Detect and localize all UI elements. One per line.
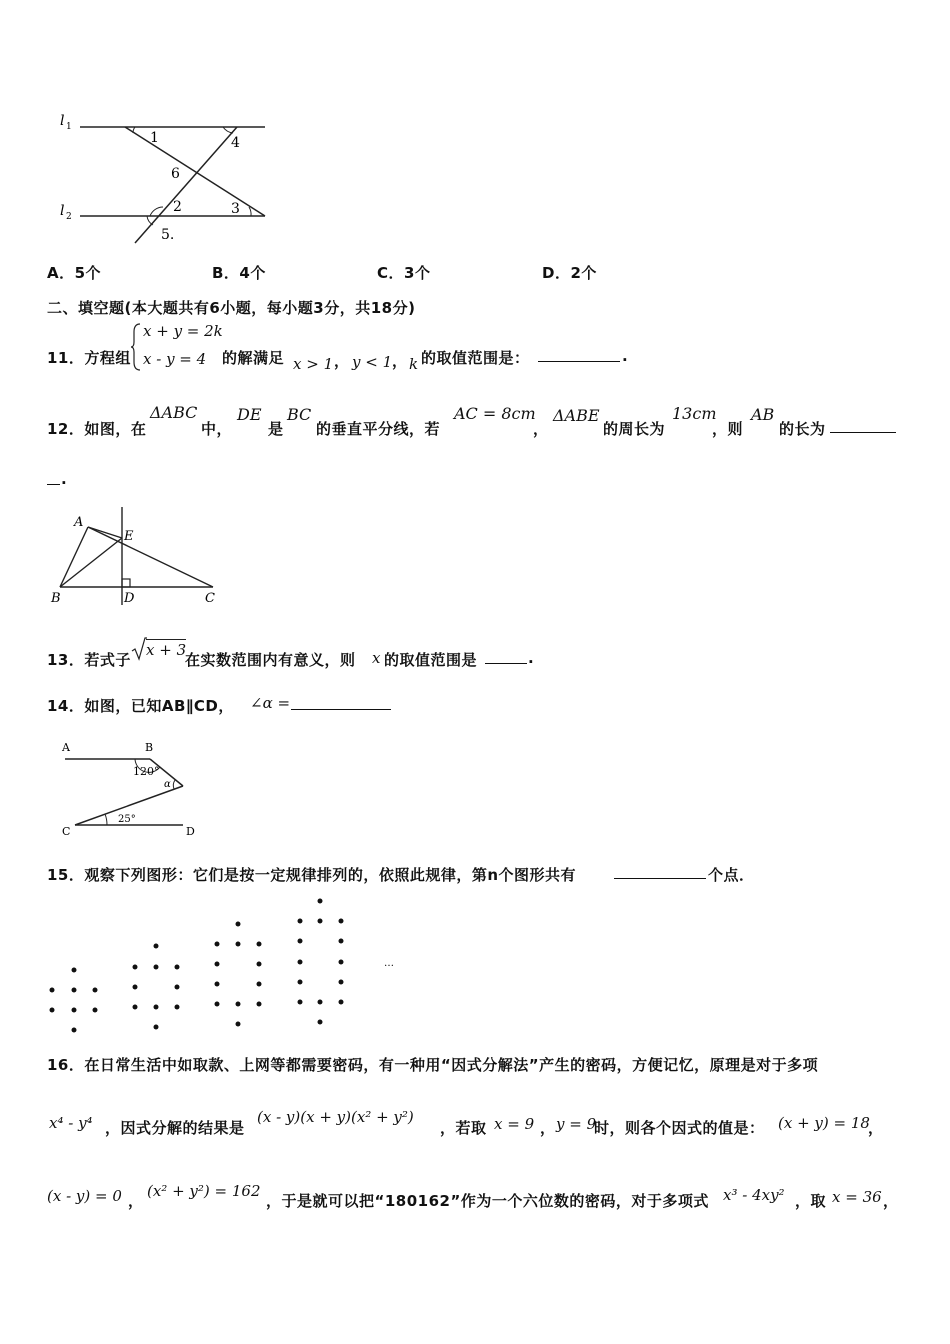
section-title: 二、填空题(本大题共有6小题，每小题3分，共18分): [47, 299, 416, 317]
segment-be: [60, 538, 122, 587]
q11-brace: [130, 322, 142, 372]
q11-answer-blank[interactable]: [538, 347, 620, 362]
q14-answer-blank[interactable]: [291, 695, 391, 710]
q12-de: DE: [237, 405, 262, 424]
angle-label-6: 6: [171, 166, 180, 182]
q12-ab: AB: [751, 405, 775, 424]
q16-t6: ，: [128, 1192, 144, 1210]
q14-number: 14．如图，已知AB∥CD，: [47, 697, 234, 715]
label-c: C: [62, 825, 71, 837]
label-l1-sub: 1: [66, 122, 72, 132]
option-a: A．5个: [47, 264, 102, 282]
q11-eq2: x - y = 4: [143, 350, 207, 368]
q12-triangle: ΔABC: [150, 403, 198, 422]
angle-arc-3: [249, 207, 251, 216]
q13-t2: 的取值范围是: [384, 651, 478, 669]
q11-end: .: [622, 347, 629, 365]
q16-t2: ，若取: [440, 1119, 487, 1137]
q12-end: .: [61, 470, 68, 488]
q12-answer-blank[interactable]: [830, 418, 896, 433]
q16-t1: ，因式分解的结果是: [105, 1119, 245, 1137]
q12-t6: ，则: [712, 420, 744, 438]
q16-yval: y = 9: [556, 1115, 597, 1133]
label-b: B: [51, 591, 61, 606]
label-l2-sub: 2: [66, 212, 72, 222]
q12-number: 12．如图，在: [47, 420, 147, 438]
q16-t7: ，于是就可以把“180162”作为一个六位数的密码，对于多项式: [266, 1192, 709, 1210]
q16-t8: ，取: [795, 1192, 827, 1210]
label-l2: l: [60, 203, 65, 219]
q16-t4: 时，则各个因式的值是：: [594, 1119, 765, 1137]
angle-label-120: 120°: [133, 765, 160, 778]
q12-t3: 的垂直平分线，若: [316, 420, 441, 438]
angle-arc-alpha: [173, 780, 175, 789]
q14-angle: ∠α =: [250, 694, 291, 712]
q16-poly: x⁴ - y⁴: [49, 1114, 93, 1132]
q11-eq1: x + y = 2k: [143, 322, 223, 340]
q15-text: 15．观察下列图形：它们是按一定规律排列的，依照此规律，第n个图形共有: [47, 866, 577, 884]
q11-sep2: ，: [392, 352, 408, 370]
q16-t5: ，: [868, 1119, 884, 1137]
q16-line1: 16．在日常生活中如取款、上网等都需要密码，有一种用“因式分解法”产生的密码，方便记忆，原理是对于多项: [47, 1056, 819, 1074]
option-d: D．2个: [542, 264, 597, 282]
q11-cond1: x > 1: [293, 355, 334, 373]
q12-ac: AC = 8cm: [454, 404, 536, 423]
q16-val2: (x - y) = 0: [47, 1187, 122, 1205]
q15-end: 个点．: [708, 866, 755, 884]
label-d: D: [124, 591, 135, 606]
angle-arc-2: [150, 207, 163, 216]
label-a: A: [62, 741, 70, 754]
q15-answer-blank[interactable]: [614, 864, 706, 879]
dot-pattern-figures: [40, 890, 420, 1035]
q13-x: x: [372, 649, 381, 667]
q12-t2: 是: [268, 420, 284, 438]
q11-cond2: y < 1: [352, 353, 393, 371]
q12-t7: 的长为: [779, 420, 826, 438]
q11-number: 11．方程组: [47, 349, 131, 367]
q12-t4: ，: [533, 420, 549, 438]
q13-radicand: x + 3: [146, 641, 187, 659]
angle-label-4: 4: [231, 135, 240, 151]
label-l1: l: [60, 113, 65, 129]
dot-figure-4: [298, 899, 344, 1025]
q12-t5: 的周长为: [603, 420, 666, 438]
dot-figure-1: [50, 968, 98, 1033]
label-b: B: [145, 741, 154, 754]
q12-len: 13cm: [672, 404, 717, 423]
q13-end: .: [528, 649, 535, 667]
angle-label-2: 2: [173, 199, 182, 215]
angle-arc-4: [223, 127, 233, 133]
triangle-figure: [45, 505, 225, 610]
q11-tail: 的取值范围是：: [421, 349, 530, 367]
angle-label-1: 1: [150, 130, 159, 146]
segment-ae: [88, 527, 122, 538]
segment-ac: [88, 527, 213, 587]
angle-label-3: 3: [231, 201, 240, 217]
option-c: C．3个: [377, 264, 431, 282]
q12-answer-blank-cont[interactable]: [47, 470, 60, 485]
q12-t1: 中，: [201, 420, 233, 438]
transversal-1: [125, 127, 265, 216]
q11-cond3: k: [409, 355, 419, 373]
angle-arc-25: [105, 814, 107, 825]
angle-label-5: 5.: [161, 227, 175, 243]
q12-bc: BC: [287, 405, 312, 424]
segment-ba: [60, 527, 88, 587]
right-angle-mark: [122, 579, 130, 587]
sqrt-sign: [131, 636, 147, 662]
q16-t3: ，: [540, 1119, 556, 1137]
label-e: E: [124, 529, 134, 544]
parallel-angle-figure: [55, 737, 215, 837]
q16-val3: (x² + y²) = 162: [147, 1182, 261, 1200]
parallel-lines-figure: [55, 105, 275, 250]
q11-sep1: ，: [334, 352, 350, 370]
q16-xval2: x = 36: [832, 1188, 882, 1206]
dot-figure-2: [133, 944, 180, 1030]
q16-t9: ，: [883, 1192, 899, 1210]
q16-val1: (x + y) = 18: [778, 1114, 870, 1132]
q13-number: 13．若式子: [47, 651, 131, 669]
label-a: A: [74, 515, 84, 530]
q16-factored: (x - y)(x + y)(x² + y²): [257, 1108, 414, 1126]
q16-xval: x = 9: [494, 1115, 535, 1133]
q16-poly2: x³ - 4xy²: [723, 1186, 785, 1204]
option-b: B．4个: [212, 264, 266, 282]
dot-figure-3: [215, 922, 262, 1027]
dot-ellipsis: …: [384, 958, 394, 969]
q12-abe: ΔABE: [553, 406, 600, 425]
q11-mid: 的解满足: [222, 349, 285, 367]
angle-label-alpha: α: [164, 779, 171, 790]
q13-answer-blank[interactable]: [485, 649, 527, 664]
angle-label-25: 25°: [118, 814, 136, 825]
label-d: D: [186, 825, 195, 837]
q13-t1: 在实数范围内有意义，则: [185, 651, 356, 669]
label-c: C: [205, 591, 215, 606]
